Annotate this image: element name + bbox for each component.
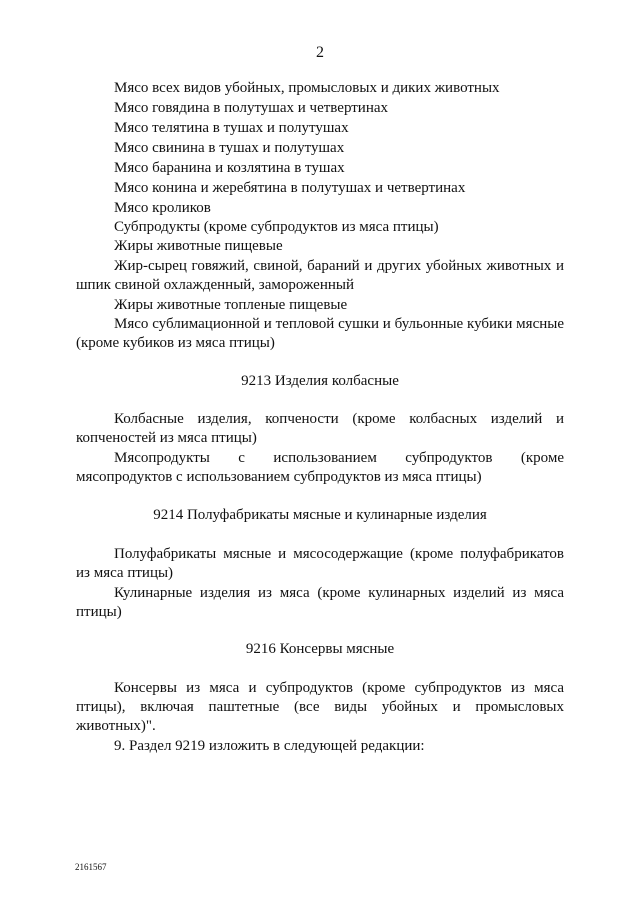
section-item: Кулинарные изделия из мяса (кроме кулинарных изделий из мяса птицы) bbox=[76, 585, 564, 620]
page-number: 2 bbox=[316, 44, 324, 61]
list-item: Жиры животные топленые пищевые bbox=[114, 297, 348, 313]
list-item: Мясо всех видов убойных, промысловых и диких животных bbox=[114, 80, 500, 96]
list-item: Мясо кроликов bbox=[114, 200, 211, 216]
list-item: Субпродукты (кроме субпродуктов из мяса птицы) bbox=[114, 219, 439, 235]
section-item: 9. Раздел 9219 изложить в следующей редакции: bbox=[114, 738, 425, 754]
document-id: 2161567 bbox=[75, 862, 107, 872]
section-heading: 9213 Изделия колбасные bbox=[241, 373, 399, 389]
section-heading: 9216 Консервы мясные bbox=[245, 641, 395, 657]
section-item: Колбасные изделия, копчености (кроме колбасных изделий и копченостей из мяса птицы) bbox=[76, 411, 564, 446]
list-item: Мясо баранина и козлятина в тушах bbox=[114, 160, 345, 176]
list-item: Жир-сырец говяжий, свиной, бараний и других убойных животных и шпик свиной охлажденный, замороженный bbox=[76, 258, 564, 293]
list-item: Мясо говядина в полутушах и четвертинах bbox=[114, 100, 389, 116]
section-item: Консервы из мяса и субпродуктов (кроме субпродуктов из мяса птицы), включая паштетные (все виды убойных и промысловых животных)". bbox=[76, 680, 564, 734]
section-item: Полуфабрикаты мясные и мясосодержащие (кроме полуфабрикатов из мяса птицы) bbox=[76, 546, 564, 581]
section-item: Мясопродукты с использованием субпродуктов (кроме мясопродуктов с использованием субпродуктов из мяса птицы) bbox=[76, 450, 564, 485]
list-item: Мясо телятина в тушах и полутушах bbox=[114, 120, 349, 136]
list-item: Мясо конина и жеребятина в полутушах и четвертинах bbox=[114, 180, 466, 196]
list-item: Жиры животные пищевые bbox=[114, 238, 283, 254]
list-item: Мясо сублимационной и тепловой сушки и бульонные кубики мясные (кроме кубиков из мяса птицы) bbox=[76, 316, 564, 351]
list-item: Мясо свинина в тушах и полутушах bbox=[114, 140, 345, 156]
section-heading: 9214 Полуфабрикаты мясные и кулинарные изделия bbox=[153, 507, 487, 523]
